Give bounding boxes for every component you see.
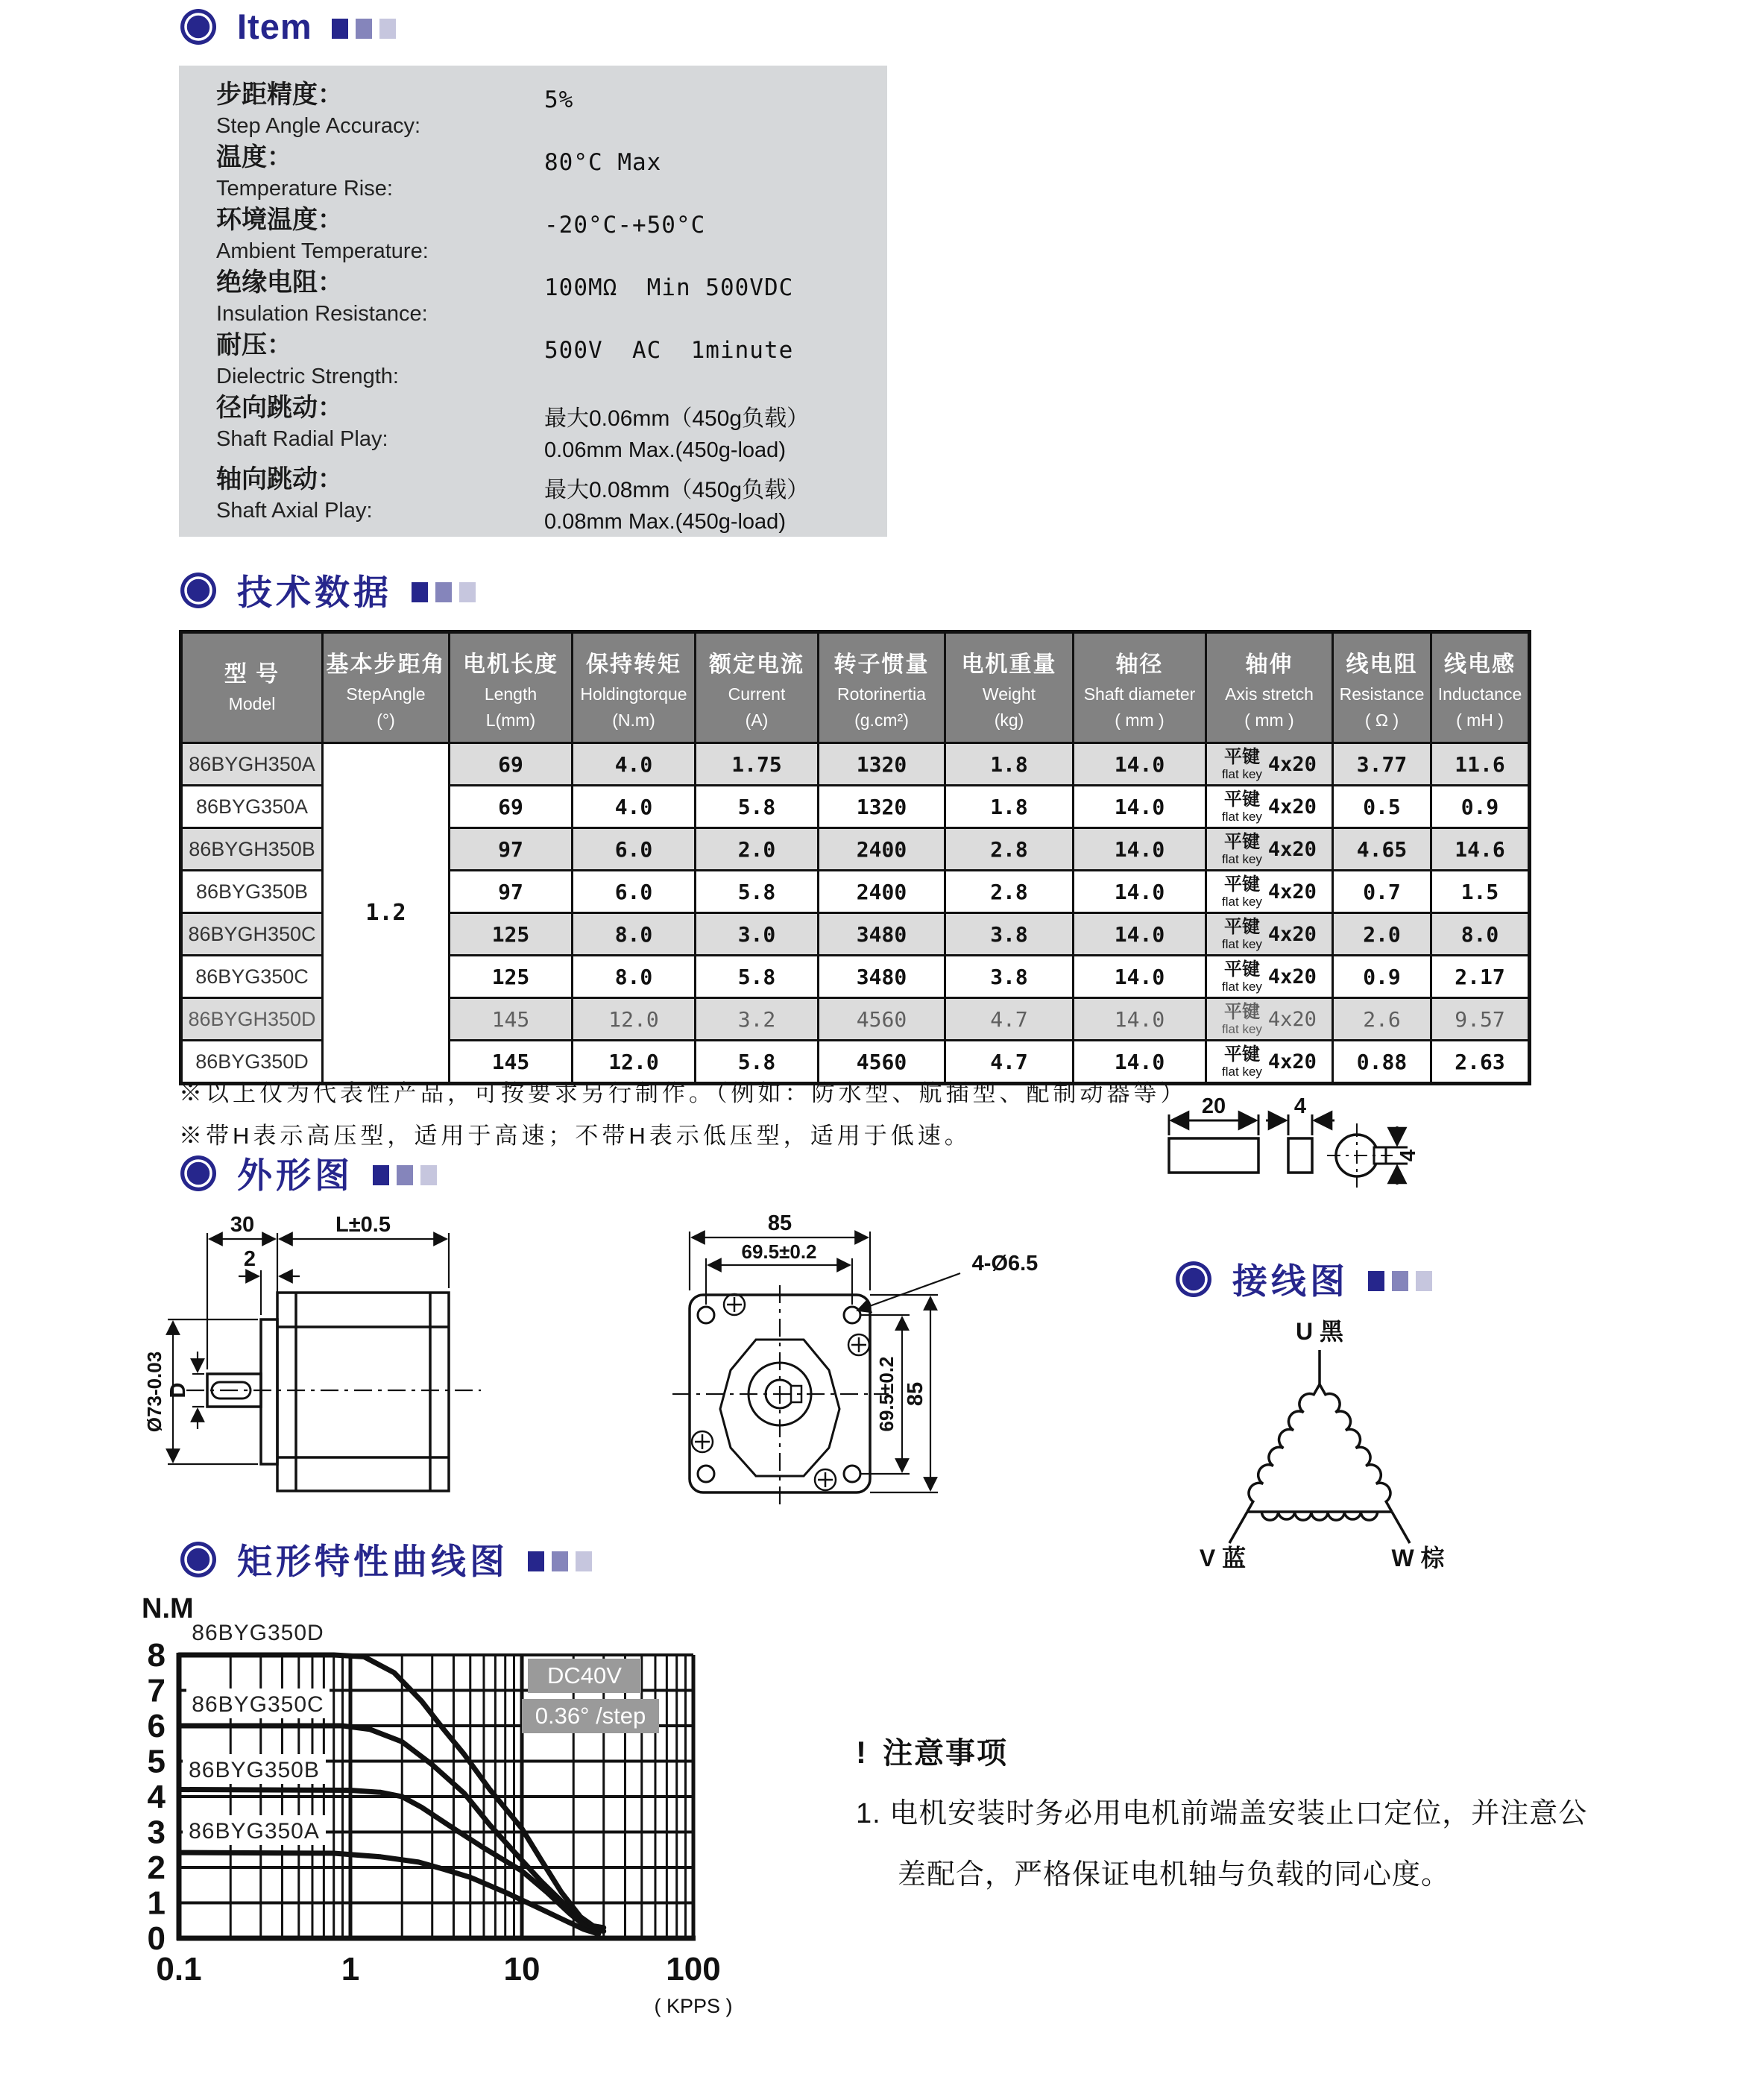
cell-model: 86BYG350A [181, 786, 323, 828]
dim-key-width: 4 [1293, 1094, 1307, 1118]
footnote-line: ※以上仅为代表性产品，可按要求另行制作。（例如：防水型、航插型、配制动器等） [179, 1080, 1188, 1106]
cell-length: 125 [450, 913, 573, 956]
dim-body-length: L±0.5 [335, 1213, 391, 1237]
item-spec-panel [179, 66, 887, 537]
curve-label: 86BYG350C [192, 1692, 324, 1717]
cell-axis-stretch [1206, 871, 1333, 913]
curve-label: 86BYG350D [192, 1621, 324, 1645]
spec-label-en: Shaft Axial Play: [216, 498, 373, 523]
section-title-tech: 技术数据 [237, 573, 392, 612]
section-title-curve: 矩形特性曲线图 [237, 1542, 508, 1581]
cell-current: 3.2 [696, 998, 819, 1041]
notice-mark: ! [856, 1735, 866, 1770]
spec-label-cn: 步距精度： [216, 81, 343, 109]
flat-key-label-cn: 平键 [1223, 959, 1260, 980]
section-outline-header [179, 1148, 437, 1198]
y-tick-label: 1 [147, 1885, 166, 1922]
cell-rotor-inertia: 1320 [819, 786, 945, 828]
cell-inductance: 9.57 [1431, 998, 1530, 1041]
terminal-w-label: W 棕 [1391, 1545, 1445, 1571]
cell-inductance: 14.6 [1431, 828, 1530, 871]
cell-resistance: 0.88 [1333, 1041, 1431, 1084]
cell-current: 5.8 [696, 871, 819, 913]
col-holding-torque: 保持转矩 Holdingtorque (N.m) [573, 632, 696, 743]
col-rotor-inertia: 转子惯量 Rotorinertia (g.cm²) [819, 632, 945, 743]
cell-holding-torque: 12.0 [573, 1041, 696, 1084]
cell-rotor-inertia: 4560 [819, 998, 945, 1041]
cell-weight: 2.8 [945, 828, 1074, 871]
cell-shaft-diameter: 14.0 [1074, 828, 1206, 871]
dim-flange-height: 85 [904, 1381, 927, 1407]
cell-length: 145 [450, 998, 573, 1041]
cell-axis-stretch [1206, 998, 1333, 1041]
lead-w [1392, 1512, 1410, 1543]
cell-rotor-inertia: 4560 [819, 1041, 945, 1084]
winding-coil-bottom [1247, 1512, 1392, 1520]
cell-resistance: 3.77 [1333, 743, 1431, 786]
flat-key-size: 4x20 [1267, 880, 1317, 904]
torque-speed-chart [112, 1584, 828, 2076]
legend-step: 0.36° /step [535, 1703, 646, 1729]
y-tick-label: 7 [147, 1672, 166, 1709]
cell-axis-stretch [1206, 743, 1333, 786]
flat-key-size: 4x20 [1267, 795, 1317, 819]
cell-holding-torque: 4.0 [573, 786, 696, 828]
motor-side-view-drawing [127, 1202, 649, 1530]
curve-label: 86BYG350B [189, 1758, 320, 1782]
flat-key-label-cn: 平键 [1223, 789, 1260, 810]
flat-key-label-en: flat key [1222, 851, 1262, 866]
y-tick-label: 2 [147, 1850, 166, 1886]
notice-title: 注意事项 [883, 1737, 1008, 1770]
terminal-u-label: U 黑 [1295, 1318, 1344, 1345]
cell-weight: 2.8 [945, 871, 1074, 913]
spec-row [216, 79, 887, 142]
flat-key-label-cn: 平键 [1223, 916, 1260, 937]
y-tick-label: 6 [147, 1708, 166, 1744]
cell-current: 5.8 [696, 1041, 819, 1084]
spec-value-en: 0.06mm Max.(450g-load) [544, 438, 786, 462]
mount-hole [844, 1307, 860, 1323]
spec-value-en: 0.08mm Max.(450g-load) [544, 510, 786, 534]
table-header-row [181, 632, 1530, 743]
section-bullet-icon [179, 7, 218, 46]
curve-label: 86BYG350A [189, 1819, 320, 1844]
spec-label-cn: 耐压： [216, 331, 292, 359]
col-inductance: 线电感 Inductance ( mH ) [1431, 632, 1530, 743]
y-tick-label: 4 [147, 1779, 166, 1815]
key-dimension-drawing [1081, 1085, 1663, 1241]
notice-line: 差配合，严格保证电机轴与负载的同心度。 [898, 1859, 1451, 1891]
cell-rotor-inertia: 2400 [819, 828, 945, 871]
section-tech-header [179, 565, 476, 615]
cell-axis-stretch [1206, 1041, 1333, 1084]
cell-resistance: 2.0 [1333, 913, 1431, 956]
cell-model: 86BYG350B [181, 871, 323, 913]
col-length: 电机长度 Length L(mm) [450, 632, 573, 743]
key-side-view [1169, 1138, 1258, 1173]
cell-resistance: 0.7 [1333, 871, 1431, 913]
y-axis-unit: N.M [142, 1593, 194, 1624]
spec-value: 最大0.08mm（450g负载） [544, 478, 810, 502]
cell-axis-stretch [1206, 956, 1333, 998]
cell-length: 97 [450, 828, 573, 871]
cell-rotor-inertia: 3480 [819, 956, 945, 998]
cell-inductance: 11.6 [1431, 743, 1530, 786]
cell-weight: 3.8 [945, 956, 1074, 998]
dim-front-length: 30 [230, 1213, 255, 1237]
section-curve-header [179, 1534, 592, 1584]
spec-value: -20°C-+50°C [544, 212, 706, 239]
cell-current: 2.0 [696, 828, 819, 871]
cell-holding-torque: 8.0 [573, 956, 696, 998]
cell-resistance: 2.6 [1333, 998, 1431, 1041]
cell-length: 145 [450, 1041, 573, 1084]
cell-current: 3.0 [696, 913, 819, 956]
winding-coil-right [1320, 1384, 1392, 1512]
y-tick-label: 5 [147, 1743, 166, 1780]
dim-pilot-step: 2 [243, 1247, 256, 1271]
x-axis-unit: ( KPPS ) [654, 1995, 733, 2017]
cell-inductance: 2.63 [1431, 1041, 1530, 1084]
spec-row [216, 392, 887, 464]
flat-key-label-en: flat key [1222, 1021, 1262, 1036]
col-weight: 电机重量 Weight (kg) [945, 632, 1074, 743]
dim-key-length: 20 [1201, 1094, 1226, 1118]
delta-winding-diagram [1163, 1301, 1506, 1577]
flat-key-label-en: flat key [1222, 979, 1262, 994]
spec-value: 100MΩ Min 500VDC [544, 274, 794, 301]
flat-key-label-cn: 平键 [1223, 874, 1260, 895]
spec-label-cn: 绝缘电阻： [216, 268, 343, 297]
flat-key-size: 4x20 [1267, 922, 1317, 946]
spec-value: 最大0.06mm（450g负载） [544, 406, 810, 431]
terminal-v-label: V 蓝 [1199, 1545, 1247, 1571]
mount-hole [844, 1466, 860, 1482]
spec-value: 80°C Max [544, 149, 662, 176]
x-tick-label: 100 [666, 1951, 721, 1987]
dim-shaft-diameter: D [166, 1382, 190, 1399]
spec-label-cn: 环境温度： [216, 206, 343, 234]
cell-inductance: 2.17 [1431, 956, 1530, 998]
section-bullet-icon [179, 1540, 218, 1579]
mount-hole [698, 1307, 714, 1323]
dim-mount-holes: 4-Ø6.5 [971, 1252, 1039, 1276]
cell-model: 86BYGH350D [181, 998, 323, 1041]
flat-key-label-cn: 平键 [1223, 831, 1260, 852]
dim-pilot-diameter: Ø73-0.03 [143, 1351, 166, 1433]
cell-resistance: 0.5 [1333, 786, 1431, 828]
cell-shaft-diameter: 14.0 [1074, 786, 1206, 828]
cell-model: 86BYG350C [181, 956, 323, 998]
cell-length: 125 [450, 956, 573, 998]
cell-axis-stretch [1206, 828, 1333, 871]
lead-v [1229, 1512, 1247, 1543]
cell-inductance: 8.0 [1431, 913, 1530, 956]
flat-key-label-cn: 平键 [1223, 1044, 1260, 1065]
spec-label-en: Dielectric Strength: [216, 364, 399, 388]
spec-value: 500V AC 1minute [544, 337, 794, 364]
cell-rotor-inertia: 2400 [819, 871, 945, 913]
table-row [181, 743, 1530, 786]
cell-current: 5.8 [696, 956, 819, 998]
cell-shaft-diameter: 14.0 [1074, 956, 1206, 998]
x-tick-label: 10 [503, 1951, 541, 1987]
mount-hole [698, 1466, 714, 1482]
flat-key-label-en: flat key [1222, 936, 1262, 951]
cell-weight: 3.8 [945, 913, 1074, 956]
spec-row [216, 464, 887, 535]
spec-row [216, 267, 887, 329]
cell-axis-stretch [1206, 913, 1333, 956]
cell-shaft-diameter: 14.0 [1074, 871, 1206, 913]
cell-model: 86BYGH350C [181, 913, 323, 956]
dim-flange-width: 85 [767, 1211, 792, 1235]
flat-key-label-en: flat key [1222, 1064, 1262, 1079]
cell-length: 69 [450, 786, 573, 828]
cell-current: 5.8 [696, 786, 819, 828]
cell-holding-torque: 6.0 [573, 828, 696, 871]
col-resistance: 线电阻 Resistance ( Ω ) [1333, 632, 1431, 743]
decor-squares [332, 19, 396, 39]
spec-row [216, 142, 887, 204]
spec-label-en: Step Angle Accuracy: [216, 113, 421, 138]
cell-weight: 1.8 [945, 786, 1074, 828]
flat-key-label-cn: 平键 [1223, 746, 1260, 767]
decor-squares [373, 1165, 437, 1185]
cell-weight: 1.8 [945, 743, 1074, 786]
flat-key-label-en: flat key [1222, 766, 1262, 781]
spec-label-en: Temperature Rise: [216, 176, 393, 201]
cell-weight: 4.7 [945, 998, 1074, 1041]
cell-resistance: 0.9 [1333, 956, 1431, 998]
spec-label-cn: 轴向跳动： [216, 465, 343, 494]
cell-rotor-inertia: 3480 [819, 913, 945, 956]
section-title-wiring: 接线图 [1232, 1261, 1349, 1301]
col-axis-stretch: 轴伸 Axis stretch ( mm ) [1206, 632, 1333, 743]
spec-label-cn: 温度： [216, 143, 292, 171]
spec-label-en: Ambient Temperature: [216, 239, 429, 263]
section-bullet-icon [179, 571, 218, 610]
tech-data-table [179, 630, 1531, 1085]
winding-coil-left [1247, 1384, 1320, 1512]
spec-row [216, 329, 887, 392]
spec-label-en: Shaft Radial Play: [216, 426, 388, 451]
flat-key-size: 4x20 [1267, 965, 1317, 988]
x-tick-label: 0.1 [156, 1951, 202, 1987]
cell-holding-torque: 4.0 [573, 743, 696, 786]
decor-squares [528, 1551, 592, 1571]
table-footnotes [179, 1072, 1188, 1158]
cell-model: 86BYGH350A [181, 743, 323, 786]
cell-rotor-inertia: 1320 [819, 743, 945, 786]
notice-line: 1. 电机安装时务必用电机前端盖安装止口定位，并注意公 [856, 1798, 1588, 1829]
y-tick-label: 8 [147, 1637, 166, 1674]
flat-key-label-en: flat key [1222, 809, 1262, 824]
notice-block [856, 1729, 1706, 1903]
flat-key-label-en: flat key [1222, 894, 1262, 909]
cell-length: 97 [450, 871, 573, 913]
motor-front-view-drawing [656, 1202, 1103, 1530]
motor-body [277, 1293, 449, 1491]
cell-resistance: 4.65 [1333, 828, 1431, 871]
cell-step-angle: 1.2 [323, 743, 450, 1084]
flat-key-size: 4x20 [1267, 837, 1317, 861]
dim-key-height: 4 [1396, 1149, 1420, 1162]
decor-squares [1368, 1271, 1432, 1291]
section-item-header [179, 6, 396, 47]
cell-axis-stretch [1206, 786, 1333, 828]
legend-voltage: DC40V [547, 1662, 622, 1688]
section-wiring-header [1174, 1254, 1432, 1304]
col-current: 额定电流 Current (A) [696, 632, 819, 743]
cell-inductance: 0.9 [1431, 786, 1530, 828]
key-end-view [1288, 1138, 1312, 1173]
col-shaft-diameter: 轴径 Shaft diameter ( mm ) [1074, 632, 1206, 743]
footnote-line: ※带H表示高压型，适用于高速；不带H表示低压型，适用于低速。 [179, 1123, 971, 1150]
y-tick-label: 3 [147, 1814, 166, 1851]
cell-shaft-diameter: 14.0 [1074, 743, 1206, 786]
cell-holding-torque: 8.0 [573, 913, 696, 956]
decor-squares [412, 582, 476, 602]
flat-key-size: 4x20 [1267, 1007, 1317, 1031]
cell-shaft-diameter: 14.0 [1074, 1041, 1206, 1084]
flat-key-label-cn: 平键 [1223, 1001, 1260, 1022]
spec-label-en: Insulation Resistance: [216, 301, 428, 326]
cell-model: 86BYG350D [181, 1041, 323, 1084]
dim-bolt-spacing-h: 69.5±0.2 [741, 1240, 817, 1263]
section-title-outline: 外形图 [237, 1155, 353, 1195]
cell-holding-torque: 12.0 [573, 998, 696, 1041]
cell-shaft-diameter: 14.0 [1074, 913, 1206, 956]
section-bullet-icon [1174, 1260, 1213, 1299]
col-step-angle: 基本步距角 StepAngle (°) [323, 632, 450, 743]
cell-shaft-diameter: 14.0 [1074, 998, 1206, 1041]
spec-value: 5% [544, 86, 574, 113]
cell-inductance: 1.5 [1431, 871, 1530, 913]
spec-label-cn: 径向跳动： [216, 394, 343, 422]
cell-holding-torque: 6.0 [573, 871, 696, 913]
flat-key-size: 4x20 [1267, 1050, 1317, 1073]
cell-current: 1.75 [696, 743, 819, 786]
pilot-boss [261, 1319, 277, 1464]
cell-model: 86BYGH350B [181, 828, 323, 871]
flat-key-size: 4x20 [1267, 752, 1317, 776]
y-tick-label: 0 [147, 1920, 166, 1957]
spec-row [216, 204, 887, 267]
section-bullet-icon [179, 1154, 218, 1193]
cell-length: 69 [450, 743, 573, 786]
x-tick-label: 1 [341, 1951, 360, 1987]
section-title-item: Item [237, 7, 312, 46]
col-model: 型 号 Model [181, 632, 323, 743]
dim-bolt-spacing-v: 69.5±0.2 [875, 1356, 898, 1432]
cell-weight: 4.7 [945, 1041, 1074, 1084]
